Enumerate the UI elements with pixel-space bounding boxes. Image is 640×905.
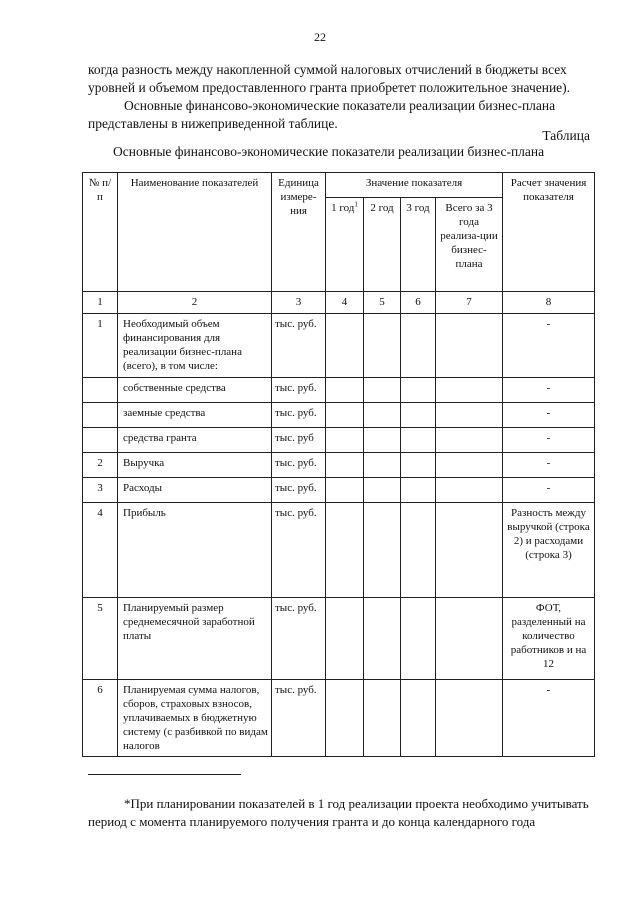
col-number: 7 (436, 292, 503, 314)
row-calc: - (503, 403, 595, 428)
row-unit: тыс. руб. (272, 378, 326, 403)
row-num (83, 428, 118, 453)
col-number: 4 (326, 292, 364, 314)
footnote-ref: 1 (354, 200, 358, 209)
row-num: 2 (83, 453, 118, 478)
indicators-table (82, 172, 595, 757)
table-row (83, 453, 595, 478)
table-row (83, 598, 595, 680)
table-row (83, 428, 595, 453)
table-row (83, 680, 595, 757)
row-calc: - (503, 314, 595, 378)
intro-line-1: когда разность между накопленной суммой налоговых отчислений в бюджеты всех (88, 62, 567, 77)
row-unit: тыс. руб (272, 428, 326, 453)
row-unit: тыс. руб. (272, 478, 326, 503)
table-row (83, 478, 595, 503)
table-label: Таблица (542, 128, 590, 143)
table-row (83, 503, 595, 598)
col-number: 1 (83, 292, 118, 314)
page-number: 22 (314, 30, 326, 44)
col-number: 6 (401, 292, 436, 314)
intro-line-3: Основные финансово-экономические показатели реализации бизнес-плана (124, 98, 556, 113)
row-unit: тыс. руб. (272, 453, 326, 478)
header-num: № п/п (83, 173, 118, 292)
footnote-separator (88, 774, 241, 775)
row-calc: - (503, 428, 595, 453)
row-unit: тыс. руб. (272, 680, 326, 757)
row-num: 1 (83, 314, 118, 378)
header-name: Наименование показателей (118, 173, 272, 292)
table-title: Основные финансово-экономические показатели реализации бизнес-плана (113, 144, 545, 159)
header-year-3: 3 год (401, 198, 436, 292)
row-calc: - (503, 478, 595, 503)
col-number: 5 (364, 292, 401, 314)
header-year-2: 2 год (364, 198, 401, 292)
row-num (83, 403, 118, 428)
row-calc: - (503, 453, 595, 478)
row-calc: - (503, 680, 595, 757)
row-name: Планируемый размер среднемесячной заработной платы (118, 598, 272, 680)
table-row (83, 378, 595, 403)
row-name: Расходы (118, 478, 272, 503)
row-unit: тыс. руб. (272, 503, 326, 598)
row-num: 3 (83, 478, 118, 503)
row-num: 4 (83, 503, 118, 598)
col-number: 3 (272, 292, 326, 314)
header-unit: Единица измере-ния (272, 173, 326, 292)
row-name: Прибыль (118, 503, 272, 598)
row-unit: тыс. руб. (272, 314, 326, 378)
row-unit: тыс. руб. (272, 403, 326, 428)
row-num: 5 (83, 598, 118, 680)
col-number: 2 (118, 292, 272, 314)
table-row (83, 314, 595, 378)
row-calc: - (503, 378, 595, 403)
row-num: 6 (83, 680, 118, 757)
intro-line-4: представлены в нижеприведенной таблице. (88, 116, 338, 131)
header-total: Всего за 3 года реализа-ции бизнес-плана (436, 198, 503, 292)
row-num (83, 378, 118, 403)
footnote-line-2: период с момента планируемого получения гранта и до конца календарного года (88, 814, 536, 829)
row-name: средства гранта (118, 428, 272, 453)
header-year-1-label: 1 год (331, 202, 355, 214)
row-calc: Разность между выручкой (строка 2) и расходами (строка 3) (503, 503, 595, 598)
footnote-line-1: *При планировании показателей в 1 год реализации проекта необходимо учитывать (124, 796, 589, 811)
intro-line-2: уровней и объемом предоставленного гранта приобретет положительное значение). (88, 80, 571, 95)
row-name: Необходимый объем финансирования для реализации бизнес-плана (всего), в том числе: (118, 314, 272, 378)
header-value-group: Значение показателя (326, 173, 503, 198)
row-name: заемные средства (118, 403, 272, 428)
row-calc: ФОТ, разделенный на количество работников и на 12 (503, 598, 595, 680)
header-year-1 (326, 198, 364, 292)
col-number: 8 (503, 292, 595, 314)
row-name: собственные средства (118, 378, 272, 403)
row-name: Планируемая сумма налогов, сборов, страховых взносов, уплачиваемых в бюджетную систему (с разбивкой по видам налогов (118, 680, 272, 757)
table-row (83, 403, 595, 428)
row-unit: тыс. руб. (272, 598, 326, 680)
row-name: Выручка (118, 453, 272, 478)
header-calc: Расчет значения показателя (503, 173, 595, 292)
